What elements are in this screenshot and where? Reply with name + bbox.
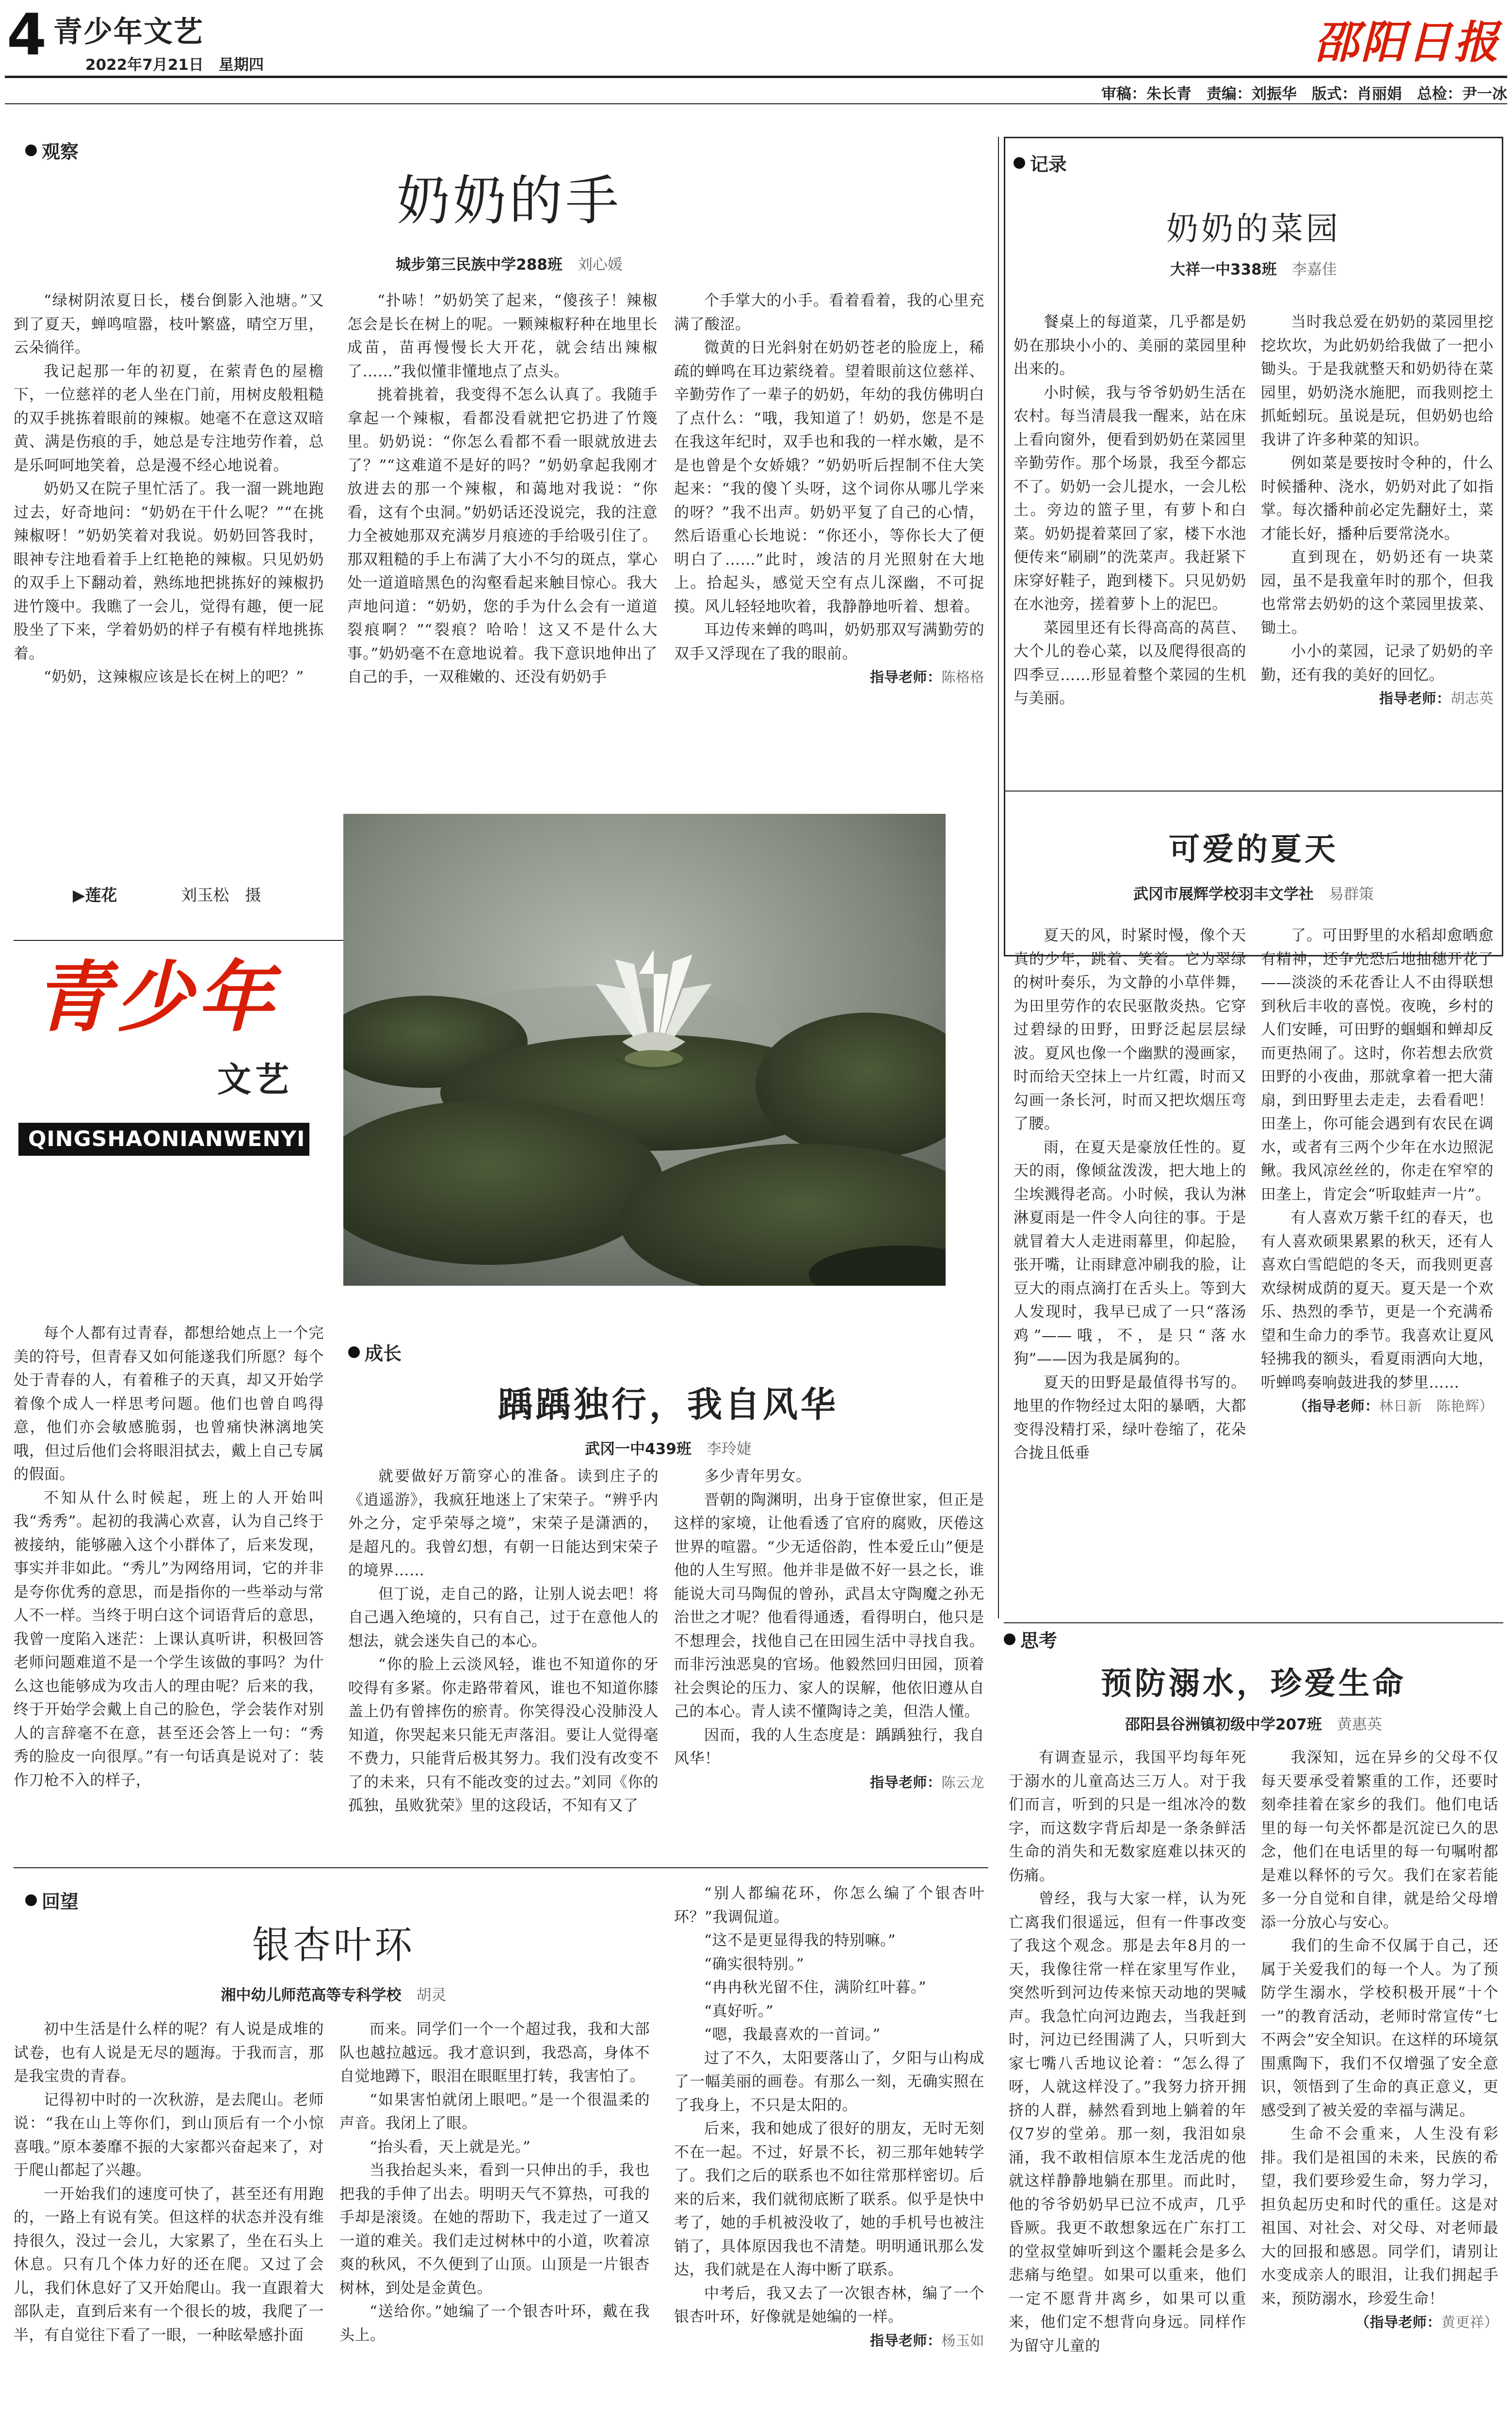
paragraph: 小时候，我与爷爷奶奶生活在农村。每当清晨我一醒来，站在床上看向窗外，便看到奶奶在菜园里辛勤劳作。那个场景，我至今都忘不了。奶奶一会儿提水，一会儿松土。旁边的篮子里，有萝卜和白菜。奶奶提着菜回了家，楼下水池便传来“刷刷”的洗菜声。我赶紧下床穿好鞋子，跑到楼下。只见奶奶在水池旁，搓着萝卜上的泥巴。 xyxy=(1013,384,1246,613)
bullet-icon xyxy=(348,1346,360,1358)
column-logo xyxy=(14,936,329,1198)
mentor-credit xyxy=(1261,687,1494,711)
section-tag-observe: 观察 xyxy=(25,137,79,163)
article-column xyxy=(347,289,658,810)
mentor-label: 指导老师： xyxy=(869,669,942,685)
mentor-name: 陈云龙 xyxy=(941,1774,984,1791)
mentor-name: 林日新 陈艳辉） xyxy=(1379,1398,1494,1414)
paragraph: 个手掌大的小手。看着看着，我的心里充满了酸涩。 xyxy=(674,292,984,333)
mentor-label: 指导老师： xyxy=(869,1774,942,1791)
article-column xyxy=(1013,310,1246,771)
paragraph: 我深知，远在异乡的父母不仅每天要承受着繁重的工作，还要时刻牵挂着在家乡的我们。他们电话里的每一句关怀都是沉淀已久的思念，他们在电话里的每一句嘱咐都是难以释怀的亏欠。我们在家若能多一分自觉和自律，就是给父母增添一分放心与安心。 xyxy=(1261,1749,1498,1931)
lotus-image xyxy=(343,814,946,1286)
mentor-credit xyxy=(1261,1394,1494,1418)
paragraph: 奶奶又在院子里忙活了。我一溜一跳地跑过去，好奇地问：“奶奶在干什么呢？”“在挑辣椒呀！”奶奶笑着对我说。奶奶回答我时，眼神专注地看着手上红艳艳的辣椒。只见奶奶的双手上下翻动着，熟练地把挑拣好的辣椒扔进竹篾中。我瞧了一会儿，觉得有趣，便一屁股坐了下来，学着奶奶的样子有模有样地挑拣着。 xyxy=(14,480,324,663)
masthead-rule-thin xyxy=(5,103,1507,104)
paragraph: “真好听。” xyxy=(704,2002,774,2020)
mentor-name: 杨玉如 xyxy=(941,2332,984,2349)
article-column xyxy=(1261,1746,1498,2425)
paragraph: 每个人都有过青春，都想给她点上一个完美的符号，但青春又如何能遂我们所愿？每个处于青春的人，有着稚子的天真，却又开始学着像个成人一样思考问题。他们也曾自鸣得意，他们亦会敏感脆弱，也曾痛快淋漓地笑哦，但过后他们会将眼泪拭去，戴上自己专属的假面。 xyxy=(14,1325,324,1483)
mentor-label: （指导老师： xyxy=(1355,2314,1441,2330)
article-title: 奶奶的菜园 xyxy=(1166,210,1341,247)
article-byline: 邵阳县谷洲镇初级中学207班 黄惠英 xyxy=(1125,1716,1382,1733)
paragraph: “送给你。”她编了一个银杏叶环，戴在我头上。 xyxy=(339,2303,650,2344)
article-column xyxy=(14,289,324,810)
article-column xyxy=(1009,1746,1246,2425)
article-column xyxy=(674,1882,984,2425)
divider xyxy=(14,940,343,941)
bullet-icon xyxy=(1013,157,1025,169)
section-tag-record: 记录 xyxy=(1013,149,1067,176)
paragraph: 我记起那一年的初夏，在萦青色的屋檐下，一位慈祥的老人坐在门前，用树皮般粗糙的双手挑拣着眼前的辣椒。她毫不在意这双暗黄、满是伤痕的手，她总是专注地劳作着，总是乐呵呵地笑着，总是漫不经心地说着。 xyxy=(14,362,324,474)
article-column xyxy=(1261,924,1494,1567)
paragraph: 过了不久，太阳要落山了，夕阳与山构成了一幅美丽的画卷。有那么一刻，无确实照在了我身上，不只是太阳的。 xyxy=(674,2049,984,2114)
mentor-name: 黄更祥） xyxy=(1441,2314,1498,2330)
article-byline: 湘中幼儿师范高等专科学校 胡灵 xyxy=(221,1987,447,2004)
paragraph: “确实很特别。” xyxy=(704,1955,804,1973)
article-byline: 大祥一中338班 李嘉佳 xyxy=(1170,261,1337,278)
mentor-credit xyxy=(674,1771,984,1794)
editor-credits: 审稿：朱长青 责编：刘振华 版式：肖丽娟 总检：尹一冰 xyxy=(1101,85,1507,103)
paragraph: 中考后，我又去了一次银杏林，编了一个银杏叶环，好像就是她编的一样。 xyxy=(674,2284,984,2326)
paragraph: “这不是更显得我的特别嘛。” xyxy=(704,1932,896,1949)
article-title: 踽踽独行，我自风华 xyxy=(498,1384,838,1425)
article-byline: 城步第三民族中学288班 刘心媛 xyxy=(396,256,623,274)
paragraph: 小小的菜园，记录了奶奶的辛勤，还有我的美好的回忆。 xyxy=(1261,643,1494,684)
paragraph: “嗯，我最喜欢的一首词。” xyxy=(704,2026,881,2043)
article-title: 可爱的夏天 xyxy=(1169,832,1338,868)
page-number: 4 xyxy=(7,1,47,68)
mentor-name: 陈格格 xyxy=(941,669,984,685)
paragraph: 挑着挑着，我变得不怎么认真了。我随手拿起一个辣椒，看都没看就把它扔进了竹篾里。奶奶说：“你怎么看都不看一眼就放进去了？”“这难道不是好的吗？”奶奶拿起我刚才放进去的那一个辣椒，和蔼地对我说：“你看，这有个虫洞。”奶奶话还没说完，我的注意力全被她那双充满岁月痕迹的手给吸引住了。那双粗糙的手上布满了大小不匀的斑点，掌心处一道道暗黑色的沟壑看起来触目惊心。我大声地问道：“奶奶，您的手为什么会有一道道裂痕啊？”“裂痕？哈哈！这又不是什么大事。”奶奶毫不在意地说着。我下意识地伸出了自己的手，一双稚嫩的、还没有奶奶手 xyxy=(347,386,658,686)
paragraph: 菜园里还有长得高高的莴苣、大个儿的卷心菜，以及爬得很高的四季豆……形显着整个菜园的生机与美丽。 xyxy=(1013,619,1246,707)
mentor-credit xyxy=(1261,2311,1498,2334)
divider xyxy=(1004,1622,1503,1623)
article-column xyxy=(348,1465,659,1843)
paragraph: “你的脸上云淡风轻，谁也不知道你的牙咬得有多紧。你走路带着风，谁也不知道你膝盖上仍有曾摔伤的瘀青。你笑得没心没肺没人知道，你哭起来只能无声落泪。要让人觉得毫不费力，只能背后极其努力。我们没有改变不了的未来，只有不能改变的过去。”刘同《你的孤独，虽败犹荣》里的这段话，不知有又了 xyxy=(348,1656,659,1814)
paragraph: “别人都编花环，你怎么编了个银杏叶环？”我调侃道。 xyxy=(674,1885,984,1926)
intro-column xyxy=(14,1322,324,1865)
paragraph: 不知从什么时候起，班上的人开始叫我“秀秀”。起初的我满心欢喜，认为自己终于被接纳，能够融入这个小群体了，后来发现，事实并非如此。“秀儿”为网络用词，它的并非是夸你优秀的意思，而是指你的一些举动与常人不一样。当终于明白这个词语背后的意思，我曾一度陷入迷茫：上课认真听讲，积极回答老师问题难道不是一个学生该做的事吗？为什么这也能够成为攻击人的理由呢？后来的我，终于开始学会戴上自己的脸色，学会装作对别人的言辞毫不在意，甚至还会答上一句：“秀秀的脸皮一向很厚。”有一句话真是说对了：装作刀枪不入的样子， xyxy=(14,1489,324,1789)
paragraph: “奶奶，这辣椒应该是长在树上的吧？” xyxy=(44,668,304,686)
section-tag-review: 回望 xyxy=(25,1887,79,1913)
mentor-name: 胡志英 xyxy=(1450,690,1494,707)
newspaper-logo: 邵阳日报 xyxy=(1314,16,1501,68)
paragraph: “冉冉秋光留不住，满阶红叶暮。” xyxy=(704,1979,927,1996)
mentor-credit xyxy=(674,665,984,689)
paragraph: 曾经，我与大家一样，认为死亡离我们很遥远，但有一件事改变了我这个观念。那是去年8月的一天，我像往常一样在家里写作业，突然听到河边传来惊天动地的哭喊声。我急忙向河边跑去，当我赶到时，河边已经围满了人，只听到大家七嘴八舌地议论着：“怎么得了呀，人就这样没了。”我努力挤开拥挤的人群，赫然看到地上躺着的年仅7岁的堂弟。那一刻，我泪如泉涌，我不敢相信原本生龙活虎的他就这样静静地躺在那里。而此时，他的爷爷奶奶早已泣不成声，几乎昏厥。我更不敢想象远在广东打工的堂叔堂婶听到这个噩耗会是多么悲痛与绝望。如果可以重来，他们一定不愿背井离乡，如果可以重来，他们定不想背向身远。同样作为留守儿童的 xyxy=(1009,1890,1246,2355)
paragraph: 但丁说，走自己的路，让别人说去吧！将自己遇入绝境的，只有自己，过于在意他人的想法，就会迷失自己的本心。 xyxy=(348,1585,659,1650)
mentor-label: （指导老师： xyxy=(1293,1398,1379,1414)
photo-caption: ▶莲花 刘玉松 摄 xyxy=(73,886,261,905)
article-column xyxy=(674,289,984,810)
paragraph: 记得初中时的一次秋游，是去爬山。老师说：“我在山上等你们，到山顶后有一个小惊喜哦。”原本萎靡不振的大家都兴奋起来了，对于爬山都起了兴趣。 xyxy=(14,2091,324,2179)
paragraph: 就要做好万箭穿心的准备。读到庄子的《逍遥游》，我疯狂地迷上了宋荣子。“辨乎内外之分，定乎荣辱之境”，宋荣子是潇洒的，是超凡的。我曾幻想，有朝一日能达到宋荣子的境界…… xyxy=(348,1468,659,1579)
paragraph: 有人喜欢万紫千红的春天，也有人喜欢硕果累累的秋天，还有人喜欢白雪皑皑的冬天，而我则更喜欢绿树成荫的夏天。夏天是一个欢乐、热烈的季节，更是一个充满希望和生命力的季节。我喜欢让夏风轻拂我的额头，看夏雨洒向大地，听蝉鸣奏响鼓进我的梦里…… xyxy=(1261,1209,1494,1391)
section-tag-growth: 成长 xyxy=(348,1339,402,1365)
paragraph: 生命不会重来，人生没有彩排。我们是祖国的未来，民族的希望，我们要珍爱生命，努力学习，担负起历史和时代的重任。这是对祖国、对社会、对父母、对老师最大的回报和感恩。同学们，请别让水变成亲人的眼泪，让我们拥起手来，预防溺水，珍爱生命！ xyxy=(1261,2125,1498,2308)
paragraph: 有调查显示，我国平均每年死于溺水的儿童高达三万人。对于我们而言，听到的只是一组冰冷的数字，而这数字背后却是一条条鲜活生命的消失和无数家庭难以抹灭的伤痛。 xyxy=(1009,1749,1246,1884)
paragraph: 当我抬起头来，看到一只伸出的手，我也把我的手伸了出去。明明天气不算热，可我的手却是滚烫。在她的帮助下，我走过了一道又一道的难关。我们走过树林中的小道，吹着凉爽的秋风，不久便到了山顶。山顶是一片银杏树林，到处是金黄色。 xyxy=(339,2162,650,2297)
divider xyxy=(1004,791,1503,792)
paragraph: 一开始我们的速度可快了，甚至还有用跑的，一路上有说有笑。但这样的状态并没有维持很久，没过一会儿，大家累了，坐在石头上休息。只有几个体力好的还在爬。又过了会儿，我们休息好了又开始爬山。我一直跟着大部队走，直到后来有一个很长的坡，我爬了一半，有自觉往下看了一眼，一种眩晕感扑面 xyxy=(14,2185,324,2344)
paragraph: 初中生活是什么样的呢？有人说是成堆的试卷，也有人说是无尽的题海。于我而言，那是我宝贵的青春。 xyxy=(14,2021,324,2085)
paragraph: 餐桌上的每道菜，几乎都是奶奶在那块小小的、美丽的菜园里种出来的。 xyxy=(1013,313,1246,378)
article-column xyxy=(674,1465,984,1843)
paragraph: 多少青年男女。 xyxy=(704,1468,811,1485)
article-column xyxy=(1013,924,1246,1567)
lotus-photo xyxy=(343,814,946,1286)
logo-pinyin: QINGSHAONIANWENYI xyxy=(18,1123,309,1156)
divider xyxy=(998,137,999,1618)
paragraph: 当时我总爱在奶奶的菜园里挖挖坎坎，为此奶奶给我做了一把小锄头。于是我就整天和奶奶待在菜园里，奶奶浇水施肥，而我则挖土抓蚯蚓玩。虽说是玩，但奶奶也给我讲了许多种菜的知识。 xyxy=(1261,313,1494,449)
paragraph: 例如菜是要按时令种的，什么时候播种、浇水，奶奶对此了如指掌。每次播种前必定先翻好土，菜才能长好，播种后要常浇水。 xyxy=(1261,454,1494,543)
mentor-label: 指导老师： xyxy=(1379,690,1451,707)
paragraph: “抬头看，天上就是光。” xyxy=(370,2138,531,2156)
article-title: 银杏叶环 xyxy=(252,1924,415,1967)
paragraph: 了。可田野里的水稻却愈晒愈有精神，还争先恐后地抽穗开花了——淡淡的禾花香让人不由得联想到秋后丰收的喜悦。夜晚，乡村的人们安睡，可田野的蝈蝈和蝉却反而更热闹了。这时，你若想去欣赏田野的小夜曲，那就拿着一把大蒲扇，到田野里去走走，去看看吧！田垄上，你可能会遇到有农民在调水，或者有三两个少年在水边照泥鳅。我风凉丝丝的，你走在窄窄的田垄上，肯定会“听取蛙声一片”。 xyxy=(1261,927,1494,1203)
issue-date: 2022年7月21日 星期四 xyxy=(85,56,264,74)
section-title: 青少年文艺 xyxy=(53,15,204,49)
divider xyxy=(14,1867,988,1868)
article-title: 预防溺水，珍爱生命 xyxy=(1101,1666,1406,1702)
mentor-credit xyxy=(674,2329,984,2353)
masthead-rule xyxy=(5,76,1507,78)
paragraph: 晋朝的陶渊明，出身于宦僚世家，但正是这样的家境，让他看透了官府的腐败，厌倦这世界的喧嚣。“少无适俗韵，性本爱丘山”便是他的人生写照。他并非是做不好一县之长，谁能说大司马陶侃的曾孙，武昌太守陶魔之孙无治世之才呢？他看得通透，看得明白，他只是不想理会，找他自己在田园生活中寻找自我。而非污浊恶臭的官场。他毅然回归田园，顶着社会舆论的压力、家人的误解，他依旧遵从自己的本心。青人读不懂陶诗之美，但浩人懂。 xyxy=(674,1491,984,1720)
section-tag-think: 思考 xyxy=(1004,1626,1057,1652)
article-column xyxy=(339,2018,650,2425)
bullet-icon xyxy=(1004,1633,1015,1645)
mentor-label: 指导老师： xyxy=(869,2332,942,2349)
article-byline: 武冈一中439班 李玲婕 xyxy=(585,1440,752,1458)
paragraph: “如果害怕就闭上眼吧。”是一个很温柔的声音。我闭上了眼。 xyxy=(339,2091,650,2132)
paragraph: “绿树阴浓夏日长，楼台倒影入池塘。”又到了夏天，蝉鸣喧嚣，枝叶繁盛，晴空万里，云朵徜徉。 xyxy=(14,292,324,356)
paragraph: 我们的生命不仅属于自己，还属于关爱我们的每一个人。为了预防学生溺水，学校积极开展“十个一”的教育活动，老师时常宣传“七不两会”安全知识。在这样的环境氛围熏陶下，我们不仅增强了安全意识，领悟到了生命的真正意义，更感受到了被关爱的幸福与满足。 xyxy=(1261,1937,1498,2119)
article-title: 奶奶的手 xyxy=(397,170,622,232)
logo-title: 青少年 xyxy=(34,953,278,1042)
paragraph: 微黄的日光斜射在奶奶苍老的脸庞上，稀疏的蝉鸣在耳边萦绕着。望着眼前这位慈祥、辛勤劳作了一辈子的奶奶，年幼的我仿佛明白了点什么：“哦，我知道了！奶奶，您是不是在我这年纪时，双手也和我的一样水嫩，是不是也曾是个女娇娥？”奶奶听后捏制不住大笑起来：“我的傻丫头呀，这个词你从哪儿学来的呀？”我不出声。奶奶平复了自己的心情，然后语重心长地说：“你还小，等你长大了便明白了……”此时，竣洁的月光照射在大地上。拾起头，感觉天空有点儿深幽，不可捉摸。风儿轻轻地吹着，我静静地听着、想着。 xyxy=(674,339,984,615)
logo-subtitle: 文艺 xyxy=(217,1060,293,1099)
bullet-icon xyxy=(25,145,37,156)
paragraph: 后来，我和她成了很好的朋友，无时无刻不在一起。不过，好景不长，初三那年她转学了。我们之后的联系也不如往常那样密切。后来的后来，我们就彻底断了联系。似乎是快中考了，她的手机被没收了，她的手机号也被注销了，具体原因我也不清楚。明明通讯那么发达，我们就是在人海中断了联系。 xyxy=(674,2120,984,2279)
bullet-icon xyxy=(25,1894,37,1906)
paragraph: 直到现在，奶奶还有一块菜园，虽不是我童年时的那个，但我也常常去奶奶的这个菜园里拔菜、锄土。 xyxy=(1261,549,1494,637)
article-column xyxy=(14,2018,324,2425)
paragraph: 因而，我的人生态度是：踽踽独行，我自风华！ xyxy=(674,1726,984,1767)
paragraph: 夏天的田野是最值得书写的。地里的作物经过太阳的暴晒，大都变得没精打采，绿叶卷缩了，花朵合拢且低垂 xyxy=(1013,1374,1246,1462)
paragraph: 夏天的风，时紧时慢，像个天真的少年，跳着、笑着。它为翠绿的树叶奏乐，为文静的小草伴舞，为田里劳作的农民驱散炎热。它穿过碧绿的田野，田野泛起层层绿波。夏风也像一个幽默的漫画家，时而给天空抹上一片红霞，时而又勾画一条长河，时而又把坎烟压弯了腰。 xyxy=(1013,927,1246,1132)
paragraph: 而来。同学们一个一个超过我，我和大部队也越拉越远。我才意识到，我恐高，身体不自觉地蹲下，眼泪在眼眶里打转，我害怕了。 xyxy=(339,2021,650,2085)
article-column xyxy=(1261,310,1494,771)
paragraph: 耳边传来蝉的鸣叫，奶奶那双写满勤劳的双手又浮现在了我的眼前。 xyxy=(674,621,984,663)
paragraph: 雨，在夏天是豪放任性的。夏天的雨，像倾盆泼泼，把大地上的尘埃溅得老高。小时候，我认为淋淋夏雨是一件令人向往的事。于是就冒着大人走进雨幕里，仰起脸，张开嘴，让雨肆意冲刷我的脸，让豆大的雨点滴打在舌头上。等到大人发现时，我早已成了一只“落汤鸡”——哦，不，是只“落水狗”——因为我是属狗的。 xyxy=(1013,1138,1246,1368)
article-byline: 武冈市展辉学校羽丰文学社 易群策 xyxy=(1133,886,1374,903)
paragraph: “扑哧！”奶奶笑了起来，“傻孩子！辣椒怎会是长在树上的呢。一颗辣椒籽种在地里长成苗，苗再慢慢长大开花，就会结出辣椒了……”我似懂非懂地点了点头。 xyxy=(347,292,658,380)
